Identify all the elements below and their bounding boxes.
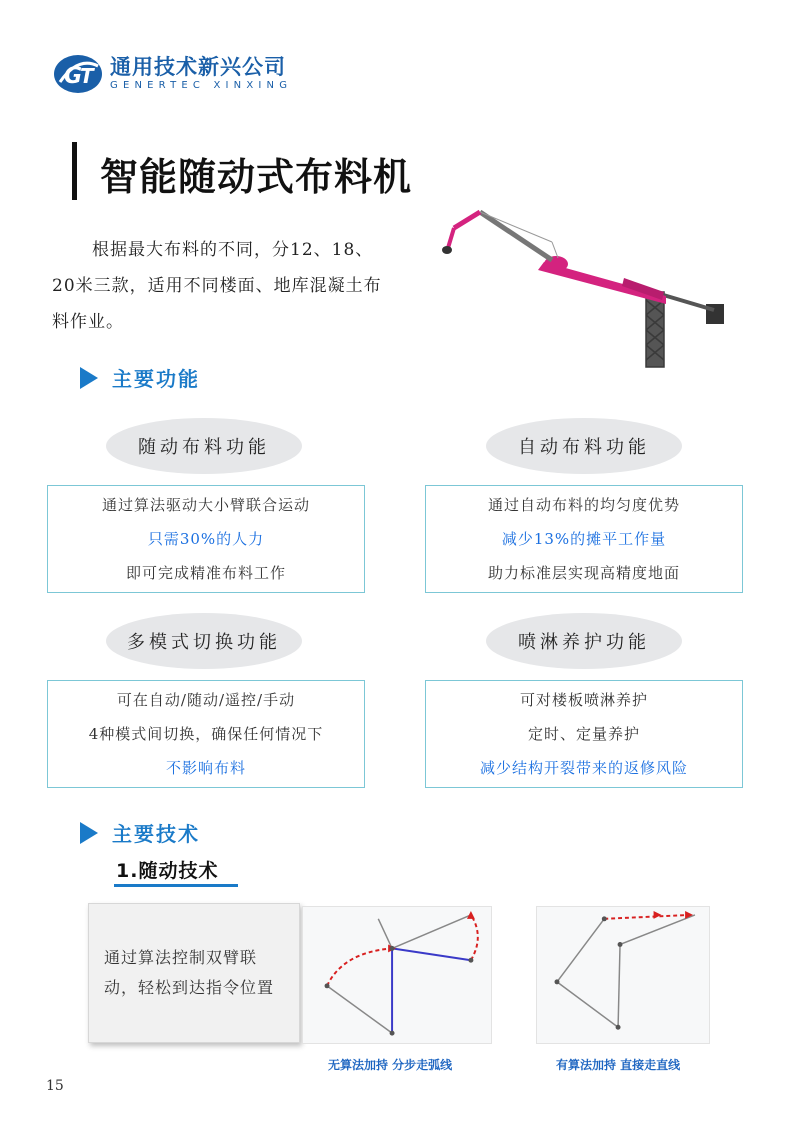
section-label: 主要功能	[112, 367, 200, 391]
sub-heading-follow-tech: 1.随动技术	[116, 860, 219, 882]
feature-line: 即可完成精准布料工作	[125, 564, 286, 582]
arm-path-diagram-without-algorithm	[302, 906, 492, 1044]
feature-box-follow	[47, 485, 365, 593]
page-number: 15	[46, 1078, 64, 1094]
section-main-tech	[80, 818, 200, 847]
company-logo-icon	[52, 52, 104, 96]
concrete-placing-boom-image	[434, 200, 734, 370]
tech-description-card	[88, 903, 300, 1043]
feature-line: 助力标准层实现高精度地面	[487, 564, 680, 582]
tech-description-text: 通过算法控制双臂联动，轻松到达指令位置	[104, 948, 275, 997]
section-label: 主要技术	[112, 822, 200, 846]
feature-highlight: 不影响布料	[165, 759, 246, 777]
feature-box-spray	[425, 680, 743, 788]
play-arrow-icon	[80, 367, 98, 389]
feature-pill-follow: 随动布料功能	[106, 418, 302, 474]
feature-pill-auto: 自动布料功能	[486, 418, 682, 474]
svg-text:T: T	[80, 64, 94, 88]
intro-paragraph	[52, 232, 392, 340]
feature-line: 4种模式间切换，确保任何情况下	[88, 725, 324, 743]
intro-text: 根据最大布料的不同，分12、18、20米三款，适用不同楼面、地库混凝土布料作业。	[52, 240, 382, 332]
feature-box-auto	[425, 485, 743, 593]
feature-line: 定时、定量养护	[527, 725, 640, 743]
company-logo	[52, 52, 292, 96]
feature-highlight: 减少结构开裂带来的返修风险	[479, 759, 688, 777]
company-name-cn: 通用技术新兴公司	[110, 55, 286, 79]
play-arrow-icon	[80, 822, 98, 844]
company-name-en: GENERTEC XINXING	[110, 80, 293, 91]
feature-highlight: 减少13%的摊平工作量	[501, 530, 667, 548]
feature-line: 可在自动/随动/遥控/手动	[116, 691, 296, 709]
feature-line: 通过自动布料的均匀度优势	[487, 496, 680, 514]
page-title: 智能随动式布料机	[100, 155, 413, 199]
feature-line: 通过算法驱动大小臂联合运动	[101, 496, 310, 514]
title-accent-bar	[72, 142, 77, 200]
feature-pill-multimode: 多模式切换功能	[106, 613, 302, 669]
caption-without-algorithm: 无算法加持 分步走弧线	[328, 1058, 453, 1072]
feature-box-multimode	[47, 680, 365, 788]
caption-with-algorithm: 有算法加持 直接走直线	[556, 1058, 681, 1072]
feature-highlight: 只需30%的人力	[147, 530, 265, 548]
arm-path-diagram-with-algorithm	[536, 906, 710, 1044]
feature-pill-spray: 喷淋养护功能	[486, 613, 682, 669]
feature-line: 可对楼板喷淋养护	[519, 691, 648, 709]
svg-text:G: G	[64, 64, 83, 89]
sub-heading-underline	[114, 884, 238, 887]
section-main-functions	[80, 363, 200, 392]
